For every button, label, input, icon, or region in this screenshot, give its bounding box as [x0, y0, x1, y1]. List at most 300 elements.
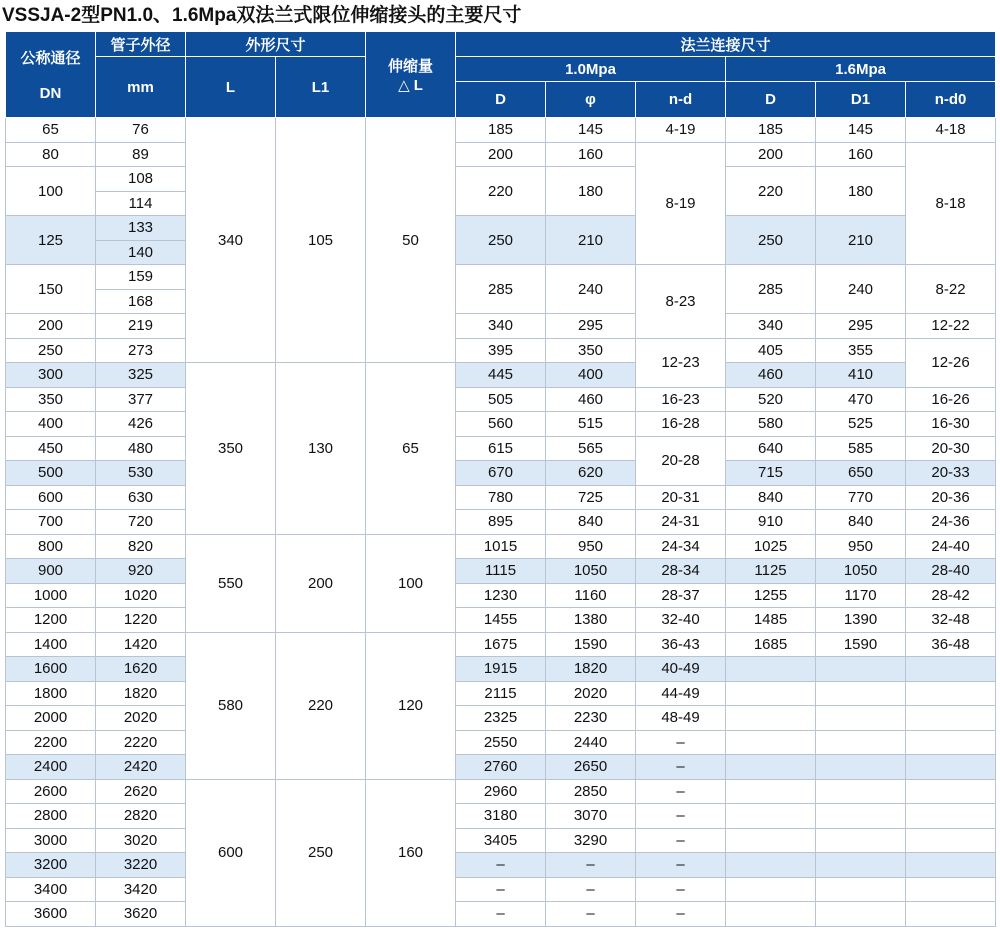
table-row [6, 706, 996, 731]
cell-expansion: 100 [366, 534, 456, 632]
table-row [6, 559, 996, 584]
cell-D-16 [726, 779, 816, 804]
cell-nd0: 16-30 [906, 412, 996, 437]
cell-D: 505 [456, 387, 546, 412]
table-row [6, 730, 996, 755]
cell-nd0: 12-22 [906, 314, 996, 339]
cell-D: 1115 [456, 559, 546, 584]
cell-D: 670 [456, 461, 546, 486]
cell-L: 550 [186, 534, 276, 632]
cell-nd0 [906, 755, 996, 780]
cell-D-16 [726, 902, 816, 927]
table-header [6, 32, 996, 118]
cell-phi: – [546, 902, 636, 927]
cell-pipe-od: 377 [96, 387, 186, 412]
cell-pipe-od: 1220 [96, 608, 186, 633]
table-row [6, 534, 996, 559]
cell-D1: 525 [816, 412, 906, 437]
cell-pipe-od: 325 [96, 363, 186, 388]
cell-pipe-od: 1020 [96, 583, 186, 608]
cell-D1: 1390 [816, 608, 906, 633]
cell-D-16 [726, 828, 816, 853]
cell-nd: – [636, 755, 726, 780]
cell-D1 [816, 902, 906, 927]
cell-L1: 130 [276, 363, 366, 535]
cell-nd0: 28-42 [906, 583, 996, 608]
cell-dn: 200 [6, 314, 96, 339]
cell-D-16: 1255 [726, 583, 816, 608]
cell-D-16 [726, 681, 816, 706]
cell-pipe-od: 89 [96, 142, 186, 167]
cell-D-16: 910 [726, 510, 816, 535]
cell-D-16: 1485 [726, 608, 816, 633]
cell-D: 560 [456, 412, 546, 437]
cell-phi: 210 [546, 216, 636, 265]
cell-dn: 500 [6, 461, 96, 486]
cell-D1: 1170 [816, 583, 906, 608]
cell-D: 220 [456, 167, 546, 216]
table-row [6, 510, 996, 535]
cell-D1: 840 [816, 510, 906, 535]
cell-nd0: 12-26 [906, 338, 996, 387]
header-D-16: D [726, 82, 816, 118]
header-pipe-od: 管子外径 [96, 32, 186, 57]
cell-D: – [456, 902, 546, 927]
cell-nd: 8-23 [636, 265, 726, 339]
cell-phi: 1160 [546, 583, 636, 608]
cell-D1: 355 [816, 338, 906, 363]
cell-D: – [456, 853, 546, 878]
table-row [6, 779, 996, 804]
cell-phi: 3070 [546, 804, 636, 829]
cell-nd0: 20-33 [906, 461, 996, 486]
header-D1: D1 [816, 82, 906, 118]
cell-nd: 28-37 [636, 583, 726, 608]
cell-nd: 16-23 [636, 387, 726, 412]
cell-nd: 32-40 [636, 608, 726, 633]
cell-pipe-od: 2220 [96, 730, 186, 755]
cell-dn: 400 [6, 412, 96, 437]
cell-D: 2960 [456, 779, 546, 804]
cell-nd: 12-23 [636, 338, 726, 387]
cell-phi: 2230 [546, 706, 636, 731]
cell-dn: 250 [6, 338, 96, 363]
table-row [6, 387, 996, 412]
cell-D-16: 405 [726, 338, 816, 363]
cell-D1: 470 [816, 387, 906, 412]
cell-dn: 3400 [6, 877, 96, 902]
cell-D1 [816, 853, 906, 878]
cell-D: 395 [456, 338, 546, 363]
cell-D-16: 1025 [726, 534, 816, 559]
cell-dn: 150 [6, 265, 96, 314]
cell-pipe-od: 480 [96, 436, 186, 461]
cell-nd: 36-43 [636, 632, 726, 657]
cell-dn: 300 [6, 363, 96, 388]
cell-phi: 240 [546, 265, 636, 314]
cell-pipe-od: 219 [96, 314, 186, 339]
table-row [6, 755, 996, 780]
cell-D: 285 [456, 265, 546, 314]
cell-dn: 3200 [6, 853, 96, 878]
cell-D1 [816, 681, 906, 706]
cell-nd: 24-31 [636, 510, 726, 535]
table-row [6, 314, 996, 339]
cell-D-16: 200 [726, 142, 816, 167]
cell-dn: 600 [6, 485, 96, 510]
cell-nd0: 8-22 [906, 265, 996, 314]
cell-D1: 160 [816, 142, 906, 167]
cell-D: 200 [456, 142, 546, 167]
cell-nd0 [906, 902, 996, 927]
table-row [6, 828, 996, 853]
cell-D1: 1050 [816, 559, 906, 584]
cell-D1 [816, 779, 906, 804]
cell-D: 615 [456, 436, 546, 461]
cell-nd: 16-28 [636, 412, 726, 437]
cell-dn: 1200 [6, 608, 96, 633]
cell-D1: 240 [816, 265, 906, 314]
cell-D-16: 715 [726, 461, 816, 486]
header-pipe-unit: mm [96, 57, 186, 118]
table-row [6, 265, 996, 290]
cell-phi: 3290 [546, 828, 636, 853]
cell-D: 2760 [456, 755, 546, 780]
header-pn10: 1.0Mpa [456, 57, 726, 82]
table-row [6, 412, 996, 437]
cell-D1 [816, 706, 906, 731]
table-row [6, 363, 996, 388]
cell-D-16 [726, 853, 816, 878]
cell-phi: 725 [546, 485, 636, 510]
cell-phi: – [546, 877, 636, 902]
cell-dn: 1600 [6, 657, 96, 682]
cell-pipe-od: 2420 [96, 755, 186, 780]
cell-nd: – [636, 877, 726, 902]
cell-pipe-od: 2820 [96, 804, 186, 829]
cell-nd: 44-49 [636, 681, 726, 706]
table-row [6, 338, 996, 363]
cell-phi: 2650 [546, 755, 636, 780]
cell-D1 [816, 730, 906, 755]
cell-dn: 900 [6, 559, 96, 584]
cell-phi: 160 [546, 142, 636, 167]
cell-expansion: 160 [366, 779, 456, 926]
cell-nd0: 16-26 [906, 387, 996, 412]
cell-D-16: 520 [726, 387, 816, 412]
cell-phi: 350 [546, 338, 636, 363]
cell-D: 895 [456, 510, 546, 535]
cell-dn: 100 [6, 167, 96, 216]
cell-pipe-od: 108 [96, 167, 186, 192]
cell-D: 445 [456, 363, 546, 388]
cell-D-16: 640 [726, 436, 816, 461]
cell-pipe-od: 168 [96, 289, 186, 314]
table-row [6, 118, 996, 143]
cell-pipe-od: 3420 [96, 877, 186, 902]
cell-D-16: 460 [726, 363, 816, 388]
cell-D-16: 285 [726, 265, 816, 314]
cell-D1 [816, 804, 906, 829]
cell-dn: 2200 [6, 730, 96, 755]
cell-D1: 1590 [816, 632, 906, 657]
header-outer-size: 外形尺寸 [186, 32, 366, 57]
cell-phi: 1820 [546, 657, 636, 682]
cell-D1 [816, 657, 906, 682]
cell-pipe-od: 1820 [96, 681, 186, 706]
table-row [6, 485, 996, 510]
cell-nd: 48-49 [636, 706, 726, 731]
cell-D1: 950 [816, 534, 906, 559]
cell-phi: 460 [546, 387, 636, 412]
cell-nd0: 24-40 [906, 534, 996, 559]
cell-dn: 1800 [6, 681, 96, 706]
cell-D-16 [726, 657, 816, 682]
cell-nd0: 4-18 [906, 118, 996, 143]
cell-D-16: 185 [726, 118, 816, 143]
cell-D: 780 [456, 485, 546, 510]
cell-D: 340 [456, 314, 546, 339]
cell-nd0 [906, 657, 996, 682]
cell-phi: 950 [546, 534, 636, 559]
cell-phi: 2440 [546, 730, 636, 755]
cell-nd0: 8-18 [906, 142, 996, 265]
cell-dn: 80 [6, 142, 96, 167]
cell-D1 [816, 828, 906, 853]
cell-nd: – [636, 730, 726, 755]
table-row [6, 804, 996, 829]
cell-nd0 [906, 681, 996, 706]
table-row [6, 853, 996, 878]
cell-D-16: 580 [726, 412, 816, 437]
cell-D-16: 250 [726, 216, 816, 265]
cell-phi: 2850 [546, 779, 636, 804]
cell-pipe-od: 3020 [96, 828, 186, 853]
cell-D-16: 840 [726, 485, 816, 510]
cell-phi: 2020 [546, 681, 636, 706]
cell-nd0 [906, 706, 996, 731]
header-L1: L1 [276, 57, 366, 118]
cell-phi: 180 [546, 167, 636, 216]
cell-nd0: 28-40 [906, 559, 996, 584]
cell-pipe-od: 1620 [96, 657, 186, 682]
cell-nd0 [906, 804, 996, 829]
cell-L1: 200 [276, 534, 366, 632]
cell-D: 3405 [456, 828, 546, 853]
cell-L: 350 [186, 363, 276, 535]
cell-nd0 [906, 730, 996, 755]
cell-expansion: 120 [366, 632, 456, 779]
cell-D-16: 220 [726, 167, 816, 216]
cell-nd: 28-34 [636, 559, 726, 584]
cell-nd0 [906, 828, 996, 853]
cell-phi: – [546, 853, 636, 878]
cell-nd: – [636, 779, 726, 804]
cell-nd: – [636, 804, 726, 829]
cell-D-16: 1685 [726, 632, 816, 657]
table-row [6, 142, 996, 167]
cell-D1: 770 [816, 485, 906, 510]
cell-D-16: 340 [726, 314, 816, 339]
table-row [6, 657, 996, 682]
cell-D1: 650 [816, 461, 906, 486]
cell-D1: 145 [816, 118, 906, 143]
cell-dn: 2400 [6, 755, 96, 780]
cell-phi: 400 [546, 363, 636, 388]
header-pn16: 1.6Mpa [726, 57, 996, 82]
cell-pipe-od: 76 [96, 118, 186, 143]
cell-pipe-od: 530 [96, 461, 186, 486]
table-row [6, 632, 996, 657]
cell-nd: 4-19 [636, 118, 726, 143]
cell-dn: 2600 [6, 779, 96, 804]
cell-pipe-od: 159 [96, 265, 186, 290]
cell-phi: 840 [546, 510, 636, 535]
cell-nd: 20-28 [636, 436, 726, 485]
cell-D1: 295 [816, 314, 906, 339]
header-nd: n-d [636, 82, 726, 118]
cell-D1: 410 [816, 363, 906, 388]
cell-D: 250 [456, 216, 546, 265]
cell-D-16 [726, 706, 816, 731]
page-title: VSSJA-2型PN1.0、1.6Mpa双法兰式限位伸缩接头的主要尺寸 [2, 5, 522, 26]
cell-pipe-od: 3620 [96, 902, 186, 927]
cell-dn: 65 [6, 118, 96, 143]
cell-nd0: 20-30 [906, 436, 996, 461]
cell-D1: 210 [816, 216, 906, 265]
cell-D-16 [726, 730, 816, 755]
cell-L1: 250 [276, 779, 366, 926]
cell-dn: 450 [6, 436, 96, 461]
cell-pipe-od: 2620 [96, 779, 186, 804]
cell-nd0 [906, 877, 996, 902]
cell-pipe-od: 1420 [96, 632, 186, 657]
cell-pipe-od: 273 [96, 338, 186, 363]
cell-phi: 565 [546, 436, 636, 461]
cell-pipe-od: 630 [96, 485, 186, 510]
cell-D-16 [726, 877, 816, 902]
cell-pipe-od: 426 [96, 412, 186, 437]
table-row [6, 877, 996, 902]
cell-dn: 1400 [6, 632, 96, 657]
cell-dn: 3600 [6, 902, 96, 927]
cell-phi: 1380 [546, 608, 636, 633]
cell-D: 185 [456, 118, 546, 143]
cell-nd: 40-49 [636, 657, 726, 682]
cell-nd0: 24-36 [906, 510, 996, 535]
cell-pipe-od: 133 [96, 216, 186, 241]
cell-D-16 [726, 804, 816, 829]
cell-dn: 125 [6, 216, 96, 265]
table-row [6, 583, 996, 608]
cell-phi: 145 [546, 118, 636, 143]
cell-nd0: 32-48 [906, 608, 996, 633]
cell-nd: – [636, 902, 726, 927]
cell-D: 2325 [456, 706, 546, 731]
cell-pipe-od: 140 [96, 240, 186, 265]
cell-dn: 350 [6, 387, 96, 412]
cell-D: 2115 [456, 681, 546, 706]
cell-dn: 800 [6, 534, 96, 559]
cell-L1: 220 [276, 632, 366, 779]
table-body [6, 118, 996, 927]
table-row [6, 167, 996, 192]
cell-D1 [816, 755, 906, 780]
cell-D: 1675 [456, 632, 546, 657]
header-expansion: 伸缩量 △ L [366, 32, 456, 118]
cell-nd0: 36-48 [906, 632, 996, 657]
cell-nd0 [906, 779, 996, 804]
cell-nd0: 20-36 [906, 485, 996, 510]
header-D: D [456, 82, 546, 118]
cell-D: – [456, 877, 546, 902]
cell-L: 580 [186, 632, 276, 779]
cell-D1: 180 [816, 167, 906, 216]
table-row [6, 902, 996, 927]
cell-phi: 1590 [546, 632, 636, 657]
cell-L1: 105 [276, 118, 366, 363]
cell-pipe-od: 720 [96, 510, 186, 535]
cell-D: 1230 [456, 583, 546, 608]
cell-D-16 [726, 755, 816, 780]
cell-D-16: 1125 [726, 559, 816, 584]
table-row [6, 436, 996, 461]
cell-dn: 2000 [6, 706, 96, 731]
cell-pipe-od: 920 [96, 559, 186, 584]
cell-D: 3180 [456, 804, 546, 829]
cell-dn: 3000 [6, 828, 96, 853]
cell-D: 1015 [456, 534, 546, 559]
cell-pipe-od: 114 [96, 191, 186, 216]
header-phi: φ [546, 82, 636, 118]
cell-D: 1915 [456, 657, 546, 682]
cell-D1 [816, 877, 906, 902]
cell-nd: – [636, 828, 726, 853]
cell-nd: 20-31 [636, 485, 726, 510]
cell-D1: 585 [816, 436, 906, 461]
cell-phi: 515 [546, 412, 636, 437]
cell-expansion: 50 [366, 118, 456, 363]
cell-dn: 1000 [6, 583, 96, 608]
cell-D: 2550 [456, 730, 546, 755]
cell-nd: – [636, 853, 726, 878]
cell-phi: 295 [546, 314, 636, 339]
cell-nd: 24-34 [636, 534, 726, 559]
header-nd0: n-d0 [906, 82, 996, 118]
dimensions-table [5, 31, 996, 927]
cell-L: 600 [186, 779, 276, 926]
table-row [6, 461, 996, 486]
cell-D: 1455 [456, 608, 546, 633]
cell-dn: 2800 [6, 804, 96, 829]
cell-pipe-od: 820 [96, 534, 186, 559]
cell-phi: 1050 [546, 559, 636, 584]
cell-nd0 [906, 853, 996, 878]
cell-L: 340 [186, 118, 276, 363]
table-row [6, 216, 996, 241]
table-row [6, 681, 996, 706]
header-L: L [186, 57, 276, 118]
cell-dn: 700 [6, 510, 96, 535]
header-dn: 公称通径 DN [6, 32, 96, 118]
cell-phi: 620 [546, 461, 636, 486]
table-row [6, 608, 996, 633]
cell-pipe-od: 2020 [96, 706, 186, 731]
cell-expansion: 65 [366, 363, 456, 535]
cell-nd: 8-19 [636, 142, 726, 265]
header-flange: 法兰连接尺寸 [456, 32, 996, 57]
cell-pipe-od: 3220 [96, 853, 186, 878]
